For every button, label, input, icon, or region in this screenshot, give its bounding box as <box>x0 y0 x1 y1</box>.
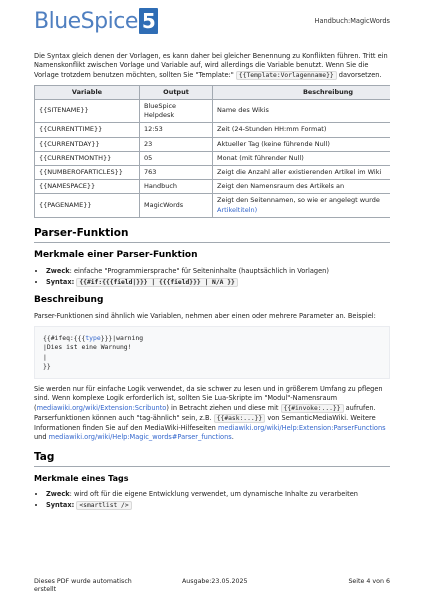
code-line-1a: {{#ifeq:{{{ <box>43 333 86 342</box>
code-keyword: type <box>85 333 101 342</box>
logo-number: 5 <box>139 8 158 34</box>
footer-page-number: Seite 4 von 6 <box>348 578 390 585</box>
code-line-1b: }}}|warning <box>100 333 144 342</box>
para2-text-b: von SemanticMediaWiki. Weitere Informationen finden Sie auf den MediaWiki-Hilfeseiten <box>34 413 376 432</box>
template-code: {{Template:Vorlagenname}} <box>236 71 337 80</box>
intro-paragraph <box>34 52 390 81</box>
artikeltiteln-link[interactable]: Artikeltiteln) <box>217 205 258 214</box>
cell-variable: {{CURRENTDAY}} <box>35 137 140 151</box>
table-row <box>35 123 391 137</box>
cell-output: BlueSpice Helpdesk <box>140 99 213 122</box>
running-title: Handbuch:MagicWords <box>314 17 390 25</box>
list-item: • Syntax: <smartlist /> <box>46 501 390 511</box>
tag-syntax-label: Syntax <box>46 501 72 509</box>
cell-variable: {{CURRENTMONTH}} <box>35 151 140 165</box>
cell-description: Zeigt die Anzahl aller existierenden Artikel im Wiki <box>213 165 391 179</box>
cell-description: Zeit (24-Stunden HH:mm Format) <box>213 123 391 137</box>
code-line-4: }} <box>43 361 51 370</box>
cell-description-text: Zeigt den Seitennamen, so wie er angelegt wurde <box>217 196 380 205</box>
logo-text: BlueSpice <box>34 9 138 34</box>
list-item: • Syntax: {{#if:{{{field|}}} | {{{field}}} | N/A }} <box>46 278 390 288</box>
cell-output: 763 <box>140 165 213 179</box>
code-line-3: | <box>43 352 47 361</box>
parserfunctions-link[interactable]: mediawiki.org/wiki/Help:Extension:ParserFunctions <box>217 423 386 432</box>
column-header-description: Beschreibung <box>213 85 391 99</box>
description-heading: Beschreibung <box>34 294 104 305</box>
cell-output: 23 <box>140 137 213 151</box>
para2-end: . <box>231 433 234 442</box>
bluespice-logo <box>34 6 158 37</box>
cell-variable: {{SITENAME}} <box>35 99 140 122</box>
footer-edition-date: Ausgabe:23.05.2025 <box>182 578 248 585</box>
code-line-2: |Dies ist eine Warnung! <box>43 343 132 352</box>
parser-paragraph-1 <box>34 385 390 442</box>
cell-description <box>213 194 391 217</box>
tag-zweck-label: Zweck <box>46 489 70 498</box>
cell-variable: {{NAMESPACE}} <box>35 180 140 194</box>
syntax-label: Syntax <box>46 277 72 286</box>
cell-output: Handbuch <box>140 180 213 194</box>
parser-function-heading: Parser-Funktion <box>34 226 390 243</box>
para2-und: und <box>34 433 47 442</box>
scribunto-link[interactable]: mediawiki.org/wiki/Extension:Scribunto <box>36 403 167 412</box>
table-row <box>35 151 391 165</box>
table-row <box>35 194 391 217</box>
page-content <box>34 52 390 515</box>
table-header-row <box>35 85 391 99</box>
cell-output: 12:53 <box>140 123 213 137</box>
para1-end: aufrufen. <box>345 403 376 412</box>
cell-description: Zeigt den Namensraum des Artikels an <box>213 180 391 194</box>
cell-variable: {{PAGENAME}} <box>35 194 140 217</box>
intro-after: davorsetzen. <box>338 70 382 79</box>
table-row <box>35 180 391 194</box>
invoke-code: {{#invoke:...}} <box>281 404 344 413</box>
cell-output: MagicWords <box>140 194 213 217</box>
cell-description: Aktueller Tag (keine führende Null) <box>213 137 391 151</box>
list-item <box>46 267 390 276</box>
ask-code: {{#ask:...}} <box>214 414 266 423</box>
column-header-variable: Variable <box>35 85 140 99</box>
tag-features-heading: Merkmale eines Tags <box>34 474 129 484</box>
cell-description: Monat (mit führender Null) <box>213 151 391 165</box>
magic-words-link[interactable]: mediawiki.org/wiki/Help:Magic_words#Parser_functions <box>48 433 232 442</box>
intro-text: Die Syntax gleich denen der Vorlagen, es kann daher bei gleicher Benennung zu Konflikten führen. Tritt ein Namenskonflikt zwischen Vorlage und Variable auf, wird allerdings die Variable benutzt. Wenn Sie die Vorlage trotzdem benutzen möchten, sollten Sie "Template:" <box>34 52 388 79</box>
description-text: Parser-Funktionen sind ähnlich wie Variablen, nehmen aber einen oder mehrere Parameter an. Beispiel: <box>34 311 376 320</box>
tag-heading: Tag <box>34 450 390 467</box>
zweck-label: Zweck <box>46 266 70 275</box>
cell-description: Name des Wikis <box>213 99 391 122</box>
tag-syntax-code: <smartlist /> <box>76 501 131 510</box>
tag-zweck-text: : wird oft für die eigene Entwicklung verwendet, um dynamische Inhalte zu verarbeiten <box>69 489 358 498</box>
column-header-output: Output <box>140 85 213 99</box>
list-item <box>46 490 390 499</box>
variables-table <box>34 85 390 218</box>
cell-output: 05 <box>140 151 213 165</box>
zweck-text: : einfache "Programmiersprache" für Seiteninhalte (hauptsächlich in Vorlagen) <box>69 266 329 275</box>
table-row <box>35 165 391 179</box>
parser-features-heading: Merkmale einer Parser-Funktion <box>34 249 198 260</box>
tag-features-list <box>34 490 390 511</box>
code-example <box>34 326 390 379</box>
para1-after: ) in Betracht ziehen und diese mit <box>166 403 279 412</box>
parser-features-list <box>34 267 390 288</box>
cell-variable: {{NUMBEROFARTICLES}} <box>35 165 140 179</box>
variables-table-wrapper <box>34 85 390 218</box>
cell-variable: {{CURRENTTIME}} <box>35 123 140 137</box>
para1-text: Sie werden nur für einfache Logik verwendet, da sie schwer zu lesen und in größerem Umfang zu pflegen sind. Wenn komplexe Logik erforderlich ist, sollten Sie Lua-Skripte im "Modul"-Namensraum ( <box>34 385 383 412</box>
footer-generated-note: Dieses PDF wurde automatisch erstellt <box>34 578 132 594</box>
para2-text-a: Parserfunktionen können auch "tag-ähnlich" sein, z.B. <box>34 413 212 422</box>
syntax-code: {{#if:{{{field|}}} | {{{field}}} | N/A }} <box>76 278 237 287</box>
table-row <box>35 137 391 151</box>
table-row <box>35 99 391 122</box>
